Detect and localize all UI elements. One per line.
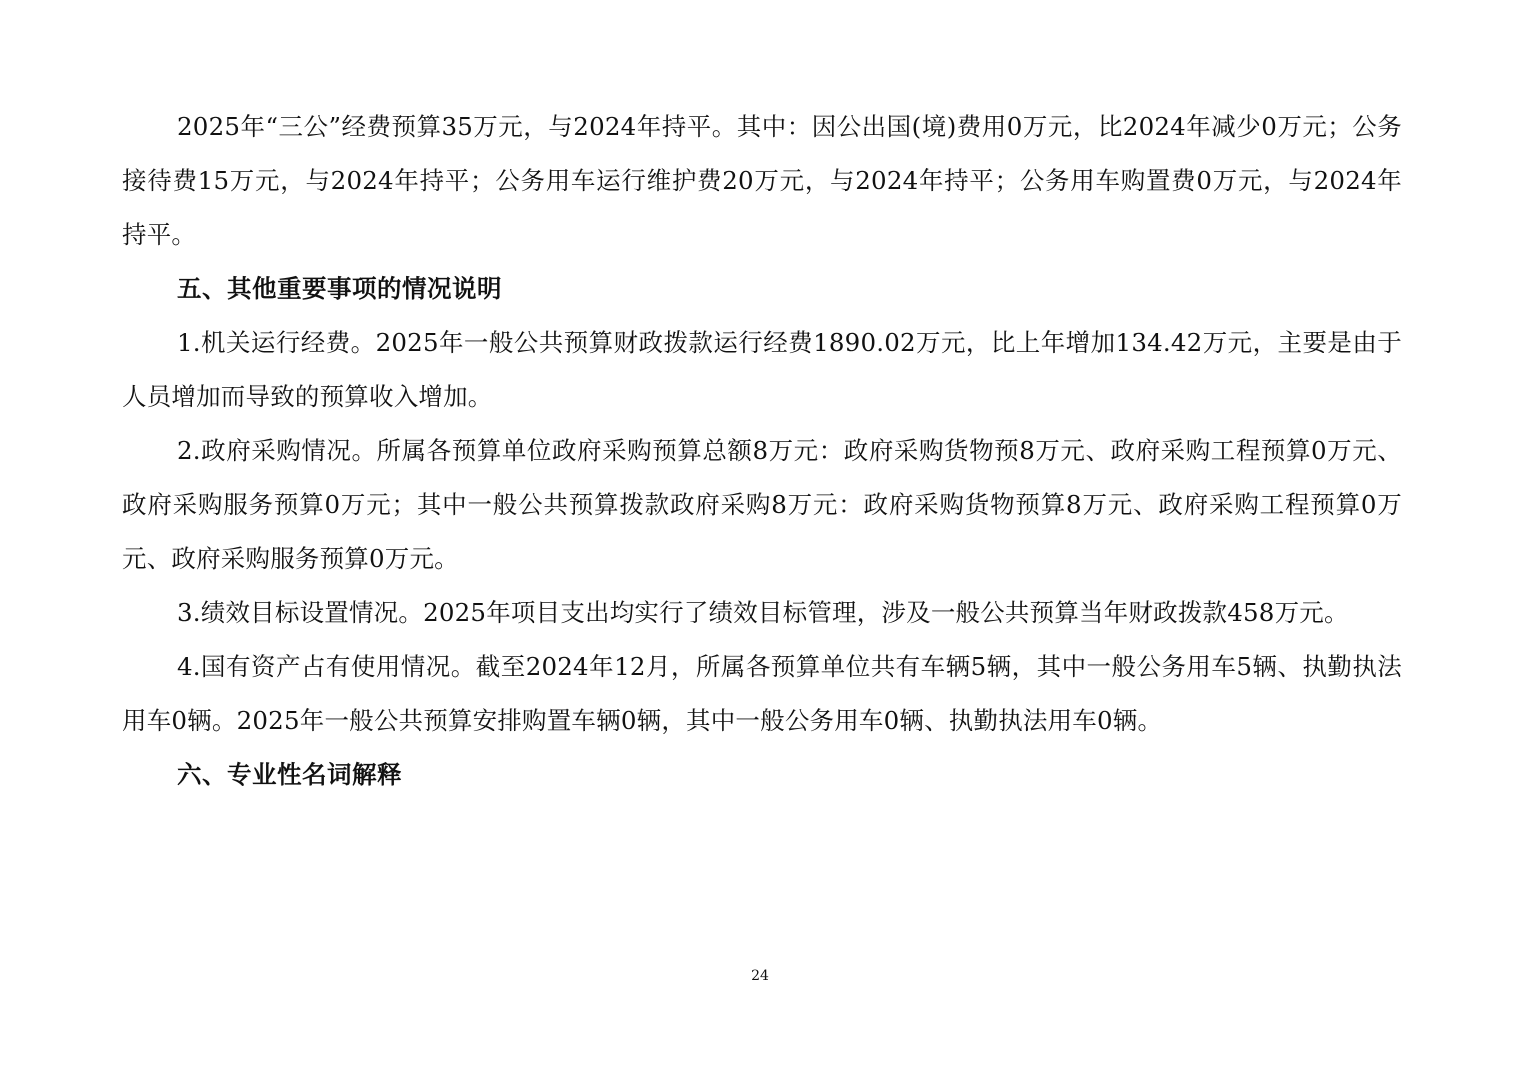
paragraph-state-assets: 4.国有资产占有使用情况。截至2024年12月，所属各预算单位共有车辆5辆，其中一般公务用车5辆、执勤执法用车0辆。2025年一般公共预算安排购置车辆0辆，其中一般公务用车0辆、执勤执法用车0辆。 <box>122 652 1402 735</box>
paragraph-government-procurement: 2.政府采购情况。所属各预算单位政府采购预算总额8万元：政府采购货物预8万元、政府采购工程预算0万元、政府采购服务预算0万元；其中一般公共预算拨款政府采购8万元：政府采购货物预算8万元、政府采购工程预算0万元、政府采购服务预算0万元。 <box>122 436 1402 573</box>
section-heading-other-matters: 五、其他重要事项的情况说明 <box>177 274 502 303</box>
paragraph-operating-expenses: 1.机关运行经费。2025年一般公共预算财政拨款运行经费1890.02万元，比上年增加134.42万元，主要是由于人员增加而导致的预算收入增加。 <box>122 328 1402 411</box>
section-heading-terminology: 六、专业性名词解释 <box>177 760 402 789</box>
page-content <box>122 100 1402 802</box>
paragraph-performance-targets: 3.绩效目标设置情况。2025年项目支出均实行了绩效目标管理，涉及一般公共预算当年财政拨款458万元。 <box>177 598 1349 627</box>
page-number: 24 <box>751 968 769 984</box>
paragraph-three-public-expenses: 2025年“三公”经费预算35万元，与2024年持平。其中：因公出国(境)费用0万元，比2024年减少0万元；公务接待费15万元，与2024年持平；公务用车运行维护费20万元，与2024年持平；公务用车购置费0万元，与2024年持平。 <box>122 112 1402 249</box>
